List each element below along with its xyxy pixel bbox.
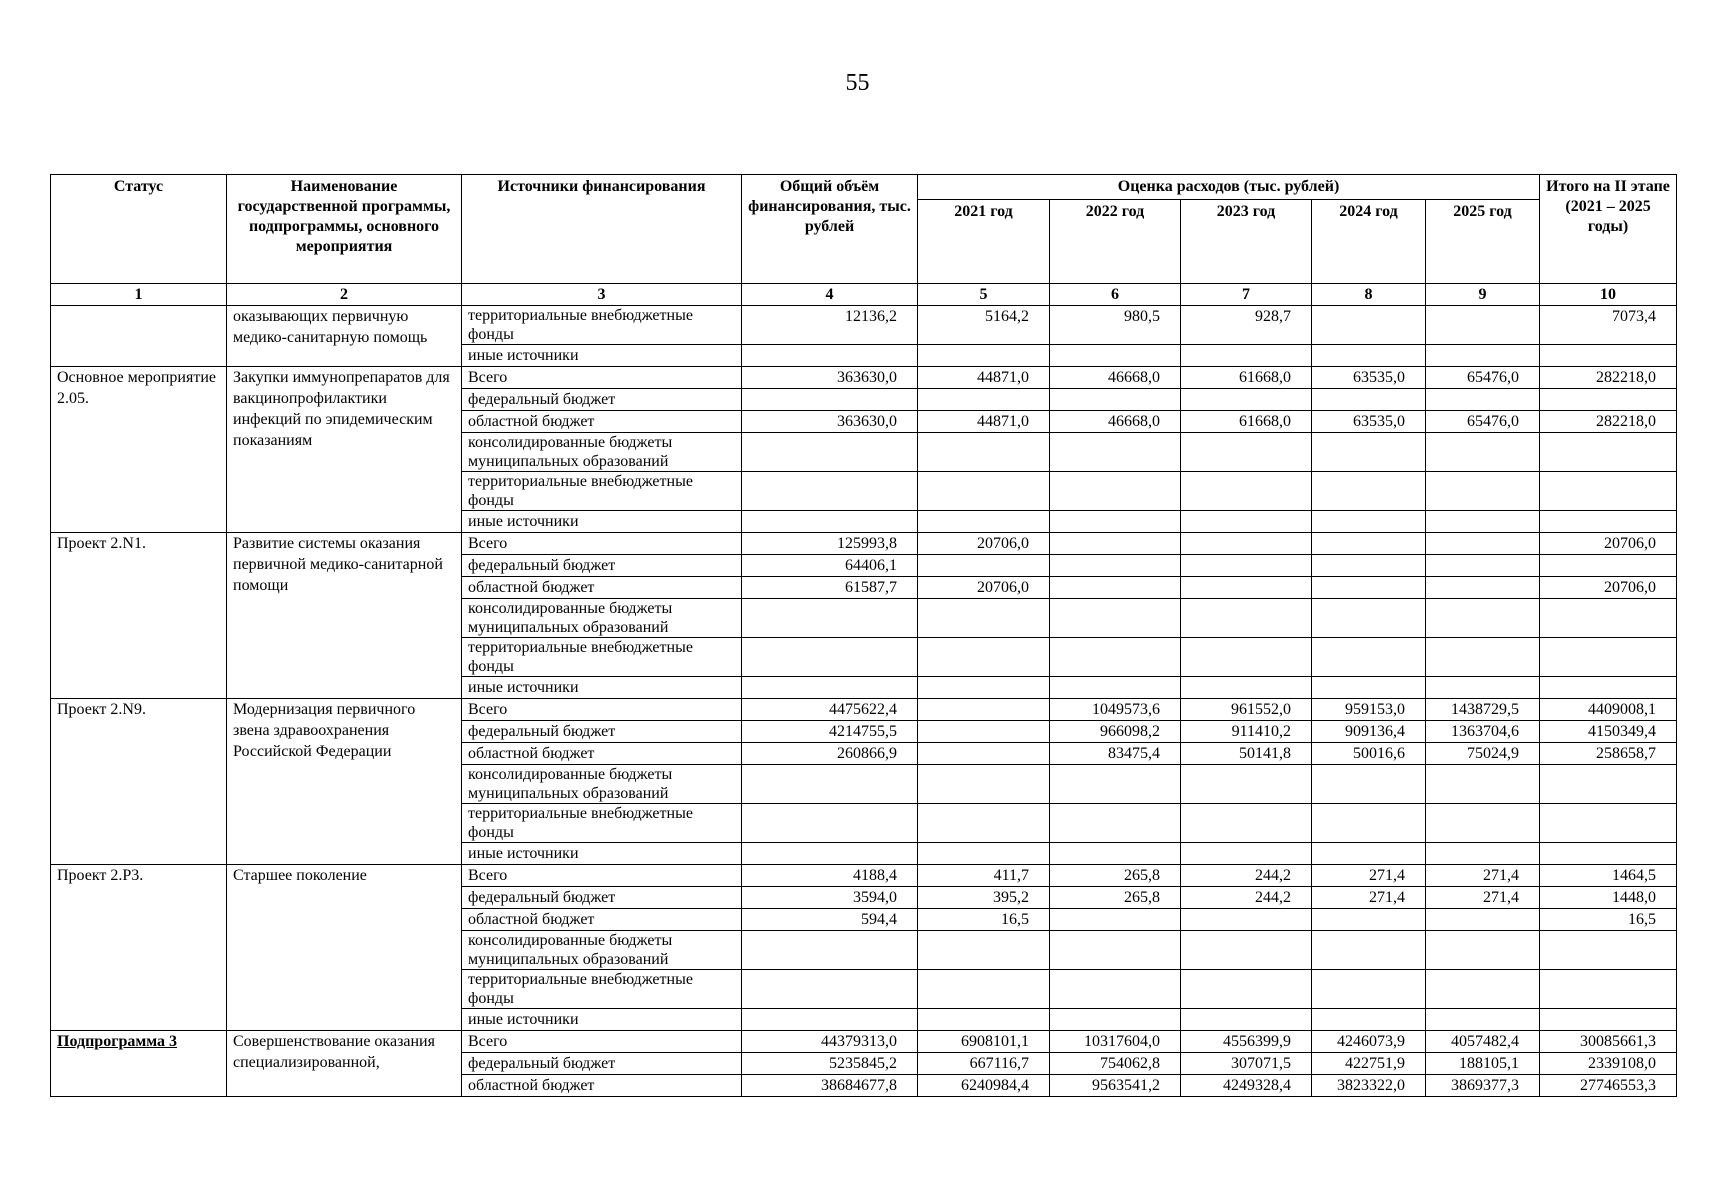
amount-cell (1540, 638, 1677, 677)
amount-cell (1181, 909, 1312, 931)
amount-cell (918, 511, 1050, 533)
amount-cell (742, 765, 918, 804)
amount-cell (1540, 599, 1677, 638)
row-status (51, 306, 227, 367)
amount-cell: 64406,1 (742, 555, 918, 577)
financing-source: федеральный бюджет (462, 721, 742, 743)
amount-cell (918, 804, 1050, 843)
amount-cell (1426, 970, 1540, 1009)
amount-cell: 258658,7 (1540, 743, 1677, 765)
amount-cell: 3869377,3 (1426, 1075, 1540, 1097)
amount-cell (1426, 909, 1540, 931)
amount-cell (1426, 345, 1540, 367)
financing-source: территориальные внебюджетные фонды (462, 970, 742, 1009)
amount-cell (1050, 555, 1181, 577)
header-year: 2025 год (1426, 200, 1540, 284)
amount-cell: 7073,4 (1540, 306, 1677, 345)
amount-cell: 928,7 (1181, 306, 1312, 345)
amount-cell: 4409008,1 (1540, 699, 1677, 721)
amount-cell (918, 743, 1050, 765)
row-program-name: Модернизация первичного звена здравоохранения Российской Федерации (227, 699, 462, 865)
amount-cell (742, 599, 918, 638)
amount-cell (742, 511, 918, 533)
financing-source: консолидированные бюджеты муниципальных образований (462, 765, 742, 804)
amount-cell (1426, 472, 1540, 511)
column-number: 9 (1426, 284, 1540, 306)
financing-source: Всего (462, 533, 742, 555)
amount-cell (1050, 511, 1181, 533)
header-name: Наименование государственной программы, подпрограммы, основного мероприятия (227, 175, 462, 284)
column-number: 1 (51, 284, 227, 306)
financing-source: иные источники (462, 345, 742, 367)
amount-cell (1050, 433, 1181, 472)
amount-cell (1540, 511, 1677, 533)
amount-cell (1312, 433, 1426, 472)
amount-cell (1426, 677, 1540, 699)
amount-cell: 38684677,8 (742, 1075, 918, 1097)
amount-cell (1181, 577, 1312, 599)
amount-cell (742, 970, 918, 1009)
amount-cell (918, 931, 1050, 970)
amount-cell: 20706,0 (918, 577, 1050, 599)
amount-cell: 83475,4 (1050, 743, 1181, 765)
amount-cell (742, 804, 918, 843)
amount-cell (1540, 765, 1677, 804)
amount-cell (1050, 843, 1181, 865)
amount-cell: 2339108,0 (1540, 1053, 1677, 1075)
amount-cell (1181, 472, 1312, 511)
row-program-name: оказывающих первичную медико-санитарную помощь (227, 306, 462, 367)
amount-cell: 75024,9 (1426, 743, 1540, 765)
amount-cell (1540, 389, 1677, 411)
status-label: Проект 2.Р3. (57, 867, 144, 884)
amount-cell: 980,5 (1050, 306, 1181, 345)
financing-source: областной бюджет (462, 577, 742, 599)
amount-cell (918, 699, 1050, 721)
financing-source: консолидированные бюджеты муниципальных образований (462, 931, 742, 970)
header-sources: Источники финансирования (462, 175, 742, 284)
amount-cell (1181, 345, 1312, 367)
row-status (51, 533, 227, 699)
financing-source: консолидированные бюджеты муниципальных образований (462, 433, 742, 472)
amount-cell: 50016,6 (1312, 743, 1426, 765)
amount-cell (1050, 345, 1181, 367)
table-row (51, 367, 1677, 389)
financing-source: иные источники (462, 843, 742, 865)
financing-source: областной бюджет (462, 1075, 742, 1097)
amount-cell (1050, 1009, 1181, 1031)
financing-source: территориальные внебюджетные фонды (462, 306, 742, 345)
header-stage-total: Итого на II этапе (2021 – 2025 годы) (1540, 175, 1677, 284)
amount-cell: 46668,0 (1050, 367, 1181, 389)
amount-cell: 61668,0 (1181, 411, 1312, 433)
amount-cell: 20706,0 (1540, 533, 1677, 555)
row-program-name: Старшее поколение (227, 865, 462, 1031)
amount-cell (1426, 577, 1540, 599)
header-total: Общий объём финансирования, тыс. рублей (742, 175, 918, 284)
amount-cell (1181, 970, 1312, 1009)
amount-cell (1181, 555, 1312, 577)
amount-cell: 5164,2 (918, 306, 1050, 345)
financing-source: территориальные внебюджетные фонды (462, 638, 742, 677)
amount-cell (1426, 843, 1540, 865)
amount-cell (1312, 638, 1426, 677)
amount-cell: 4214755,5 (742, 721, 918, 743)
amount-cell: 307071,5 (1181, 1053, 1312, 1075)
amount-cell: 260866,9 (742, 743, 918, 765)
amount-cell (1312, 843, 1426, 865)
status-label: Проект 2.N1. (57, 535, 146, 552)
amount-cell (1050, 931, 1181, 970)
amount-cell (1050, 389, 1181, 411)
status-label: Подпрограмма 3 (57, 1033, 178, 1050)
amount-cell (1426, 931, 1540, 970)
amount-cell (1050, 577, 1181, 599)
amount-cell: 65476,0 (1426, 367, 1540, 389)
amount-cell: 363630,0 (742, 367, 918, 389)
financing-source: территориальные внебюджетные фонды (462, 472, 742, 511)
amount-cell (742, 677, 918, 699)
financing-source: Всего (462, 367, 742, 389)
amount-cell (1540, 1009, 1677, 1031)
amount-cell: 3594,0 (742, 887, 918, 909)
amount-cell: 1438729,5 (1426, 699, 1540, 721)
column-number: 2 (227, 284, 462, 306)
amount-cell (918, 472, 1050, 511)
amount-cell: 282218,0 (1540, 411, 1677, 433)
amount-cell: 5235845,2 (742, 1053, 918, 1075)
header-estimate: Оценка расходов (тыс. рублей) (918, 175, 1540, 200)
amount-cell (742, 433, 918, 472)
amount-cell (1050, 765, 1181, 804)
amount-cell (1426, 306, 1540, 345)
amount-cell (1426, 599, 1540, 638)
amount-cell: 30085661,3 (1540, 1031, 1677, 1053)
amount-cell (1050, 599, 1181, 638)
amount-cell (1426, 638, 1540, 677)
table-row (51, 533, 1677, 555)
row-program-name: Закупки иммунопрепаратов для вакцинопрофилактики инфекций по эпидемическим показаниям (227, 367, 462, 533)
amount-cell: 363630,0 (742, 411, 918, 433)
amount-cell: 46668,0 (1050, 411, 1181, 433)
header-year: 2023 год (1181, 200, 1312, 284)
amount-cell (918, 345, 1050, 367)
header-year: 2022 год (1050, 200, 1181, 284)
table-row (51, 1031, 1677, 1053)
amount-cell: 422751,9 (1312, 1053, 1426, 1075)
column-number: 7 (1181, 284, 1312, 306)
amount-cell: 6240984,4 (918, 1075, 1050, 1097)
column-number: 8 (1312, 284, 1426, 306)
amount-cell (1312, 306, 1426, 345)
amount-cell: 6908101,1 (918, 1031, 1050, 1053)
amount-cell (1181, 765, 1312, 804)
header-year: 2024 год (1312, 200, 1426, 284)
amount-cell: 271,4 (1426, 865, 1540, 887)
amount-cell (1181, 433, 1312, 472)
amount-cell (1050, 533, 1181, 555)
amount-cell: 1363704,6 (1426, 721, 1540, 743)
page-number: 55 (845, 70, 870, 96)
amount-cell: 961552,0 (1181, 699, 1312, 721)
amount-cell (1426, 555, 1540, 577)
amount-cell (1426, 533, 1540, 555)
amount-cell: 44871,0 (918, 367, 1050, 389)
amount-cell (918, 389, 1050, 411)
amount-cell (742, 638, 918, 677)
amount-cell: 4188,4 (742, 865, 918, 887)
amount-cell (1312, 472, 1426, 511)
amount-cell: 9563541,2 (1050, 1075, 1181, 1097)
financing-source: Всего (462, 1031, 742, 1053)
amount-cell: 50141,8 (1181, 743, 1312, 765)
row-status (51, 1031, 227, 1097)
amount-cell (1312, 970, 1426, 1009)
financing-source: Всего (462, 699, 742, 721)
amount-cell: 125993,8 (742, 533, 918, 555)
amount-cell (1181, 511, 1312, 533)
amount-cell (1050, 970, 1181, 1009)
amount-cell (1312, 804, 1426, 843)
financing-source: областной бюджет (462, 909, 742, 931)
amount-cell (1426, 511, 1540, 533)
column-number: 4 (742, 284, 918, 306)
amount-cell: 244,2 (1181, 865, 1312, 887)
status-label: Проект 2.N9. (57, 701, 146, 718)
amount-cell: 667116,7 (918, 1053, 1050, 1075)
amount-cell (1181, 843, 1312, 865)
amount-cell: 12136,2 (742, 306, 918, 345)
amount-cell (742, 931, 918, 970)
amount-cell: 959153,0 (1312, 699, 1426, 721)
amount-cell (918, 433, 1050, 472)
amount-cell (1181, 931, 1312, 970)
financing-source: территориальные внебюджетные фонды (462, 804, 742, 843)
amount-cell (918, 638, 1050, 677)
amount-cell: 16,5 (1540, 909, 1677, 931)
amount-cell: 63535,0 (1312, 367, 1426, 389)
amount-cell (1312, 599, 1426, 638)
amount-cell (918, 677, 1050, 699)
amount-cell: 594,4 (742, 909, 918, 931)
amount-cell (1540, 555, 1677, 577)
column-number: 5 (918, 284, 1050, 306)
amount-cell: 265,8 (1050, 887, 1181, 909)
amount-cell (1540, 804, 1677, 843)
amount-cell (1312, 345, 1426, 367)
amount-cell (1540, 677, 1677, 699)
row-program-name: Развитие системы оказания первичной медико-санитарной помощи (227, 533, 462, 699)
table-row (51, 699, 1677, 721)
amount-cell (1050, 472, 1181, 511)
amount-cell: 16,5 (918, 909, 1050, 931)
amount-cell (742, 843, 918, 865)
table-row (51, 865, 1677, 887)
header-year: 2021 год (918, 200, 1050, 284)
financing-source: консолидированные бюджеты муниципальных образований (462, 599, 742, 638)
amount-cell: 4556399,9 (1181, 1031, 1312, 1053)
amount-cell (918, 1009, 1050, 1031)
amount-cell: 27746553,3 (1540, 1075, 1677, 1097)
amount-cell (1181, 599, 1312, 638)
amount-cell (1426, 765, 1540, 804)
amount-cell: 271,4 (1312, 865, 1426, 887)
financing-source: федеральный бюджет (462, 1053, 742, 1075)
amount-cell: 271,4 (1312, 887, 1426, 909)
amount-cell: 4057482,4 (1426, 1031, 1540, 1053)
amount-cell: 4246073,9 (1312, 1031, 1426, 1053)
amount-cell (1312, 577, 1426, 599)
financing-source: областной бюджет (462, 411, 742, 433)
amount-cell: 265,8 (1050, 865, 1181, 887)
amount-cell (1540, 970, 1677, 1009)
financing-source: иные источники (462, 677, 742, 699)
amount-cell: 4475622,4 (742, 699, 918, 721)
amount-cell: 63535,0 (1312, 411, 1426, 433)
amount-cell (1426, 804, 1540, 843)
amount-cell: 1049573,6 (1050, 699, 1181, 721)
financing-source: областной бюджет (462, 743, 742, 765)
amount-cell: 966098,2 (1050, 721, 1181, 743)
amount-cell: 282218,0 (1540, 367, 1677, 389)
amount-cell: 754062,8 (1050, 1053, 1181, 1075)
amount-cell: 4150349,4 (1540, 721, 1677, 743)
amount-cell: 911410,2 (1181, 721, 1312, 743)
amount-cell (1181, 804, 1312, 843)
amount-cell (742, 1009, 918, 1031)
amount-cell (918, 599, 1050, 638)
amount-cell: 44871,0 (918, 411, 1050, 433)
amount-cell (1540, 843, 1677, 865)
financing-table (50, 174, 1677, 1097)
amount-cell: 909136,4 (1312, 721, 1426, 743)
amount-cell (1312, 909, 1426, 931)
amount-cell: 10317604,0 (1050, 1031, 1181, 1053)
status-label: Основное мероприятие 2.05. (57, 369, 216, 407)
amount-cell (1540, 433, 1677, 472)
column-numbers-row (51, 284, 1677, 306)
amount-cell (1312, 677, 1426, 699)
amount-cell (742, 472, 918, 511)
amount-cell: 1448,0 (1540, 887, 1677, 909)
financing-source: иные источники (462, 511, 742, 533)
financing-source: Всего (462, 865, 742, 887)
amount-cell (918, 843, 1050, 865)
amount-cell (918, 555, 1050, 577)
amount-cell (1312, 533, 1426, 555)
column-number: 3 (462, 284, 742, 306)
financing-source: иные источники (462, 1009, 742, 1031)
amount-cell (1181, 677, 1312, 699)
amount-cell (1312, 555, 1426, 577)
amount-cell (1050, 909, 1181, 931)
amount-cell (742, 345, 918, 367)
amount-cell: 188105,1 (1426, 1053, 1540, 1075)
amount-cell (1312, 511, 1426, 533)
amount-cell: 3823322,0 (1312, 1075, 1426, 1097)
amount-cell: 61668,0 (1181, 367, 1312, 389)
amount-cell: 65476,0 (1426, 411, 1540, 433)
amount-cell (918, 721, 1050, 743)
amount-cell: 4249328,4 (1181, 1075, 1312, 1097)
amount-cell (1312, 389, 1426, 411)
amount-cell (918, 765, 1050, 804)
financing-source: федеральный бюджет (462, 887, 742, 909)
amount-cell: 20706,0 (918, 533, 1050, 555)
amount-cell (918, 970, 1050, 1009)
amount-cell (1312, 765, 1426, 804)
amount-cell (1181, 638, 1312, 677)
amount-cell (1540, 472, 1677, 511)
row-status (51, 367, 227, 533)
amount-cell (1181, 389, 1312, 411)
amount-cell (1181, 533, 1312, 555)
amount-cell: 411,7 (918, 865, 1050, 887)
amount-cell: 271,4 (1426, 887, 1540, 909)
amount-cell (1540, 931, 1677, 970)
financing-source: федеральный бюджет (462, 555, 742, 577)
amount-cell: 61587,7 (742, 577, 918, 599)
row-status (51, 865, 227, 1031)
column-number: 6 (1050, 284, 1181, 306)
amount-cell (1540, 345, 1677, 367)
amount-cell (1426, 389, 1540, 411)
financing-source: федеральный бюджет (462, 389, 742, 411)
amount-cell (742, 389, 918, 411)
amount-cell (1050, 677, 1181, 699)
amount-cell: 395,2 (918, 887, 1050, 909)
amount-cell: 44379313,0 (742, 1031, 918, 1053)
amount-cell (1426, 433, 1540, 472)
row-program-name: Совершенствование оказания специализированной, (227, 1031, 462, 1097)
amount-cell: 1464,5 (1540, 865, 1677, 887)
amount-cell (1050, 804, 1181, 843)
amount-cell (1312, 1009, 1426, 1031)
column-number: 10 (1540, 284, 1677, 306)
amount-cell: 20706,0 (1540, 577, 1677, 599)
amount-cell: 244,2 (1181, 887, 1312, 909)
row-status (51, 699, 227, 865)
amount-cell (1312, 931, 1426, 970)
amount-cell (1181, 1009, 1312, 1031)
amount-cell (1426, 1009, 1540, 1031)
amount-cell (1050, 638, 1181, 677)
table-row (51, 306, 1677, 345)
header-status: Статус (51, 175, 227, 284)
